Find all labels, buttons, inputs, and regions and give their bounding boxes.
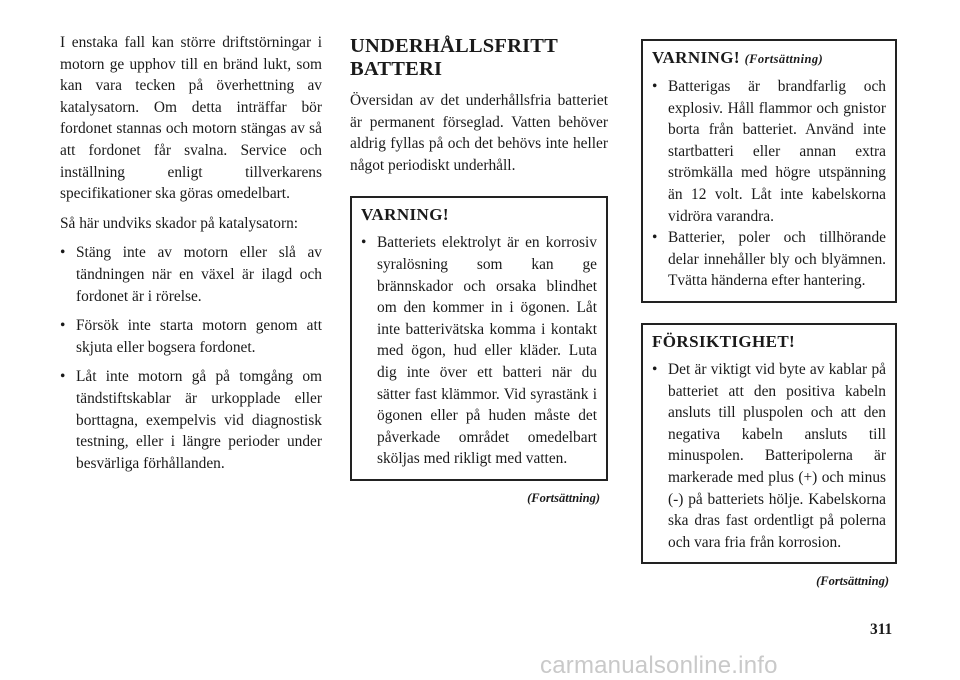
bullet-icon: • — [652, 78, 658, 95]
warning-box — [350, 196, 608, 481]
list-item: • Stäng inte av motorn eller slå av tändningen när en växel är ilagd och fordonet är i rörelse. — [60, 244, 322, 305]
section-heading: UNDERHÅLLSFRITT BATTERI — [350, 35, 559, 80]
continued-note: (Fortsättning) — [816, 574, 889, 589]
bullet-icon: • — [60, 317, 66, 335]
page-number: 311 — [870, 621, 893, 638]
bullet-icon: • — [60, 368, 66, 386]
bullet-icon: • — [652, 229, 658, 247]
list-item: • Batterigas är brandfarlig och explosiv. Håll flammor och gnistor borta från batteriet. Använd inte startbatteri eller annan extra strömkälla med högre utspänning än 12 volt. Låt inte kabelskorna vidröra varandra. — [652, 78, 886, 225]
list-item: • Batteriets elektrolyt är en korrosiv syralösning som kan ge brännskador och orsaka blindhet om den kommer in i ögonen. Låt inte batterivätska komma i kontakt med ögon, hud eller kläder. Luta dig inte över ett batteri när du sätter fast klämmor. Vid syrastänk i ögonen eller på huden måste det påverkade området omedelbart sköljas med rikligt med vatten. — [361, 234, 597, 468]
warning-continued-box — [641, 39, 897, 303]
continued-label: (Fortsättning) — [744, 52, 824, 66]
column-middle — [350, 32, 608, 510]
warning-title: VARNING! — [361, 205, 449, 225]
bullet-icon: • — [60, 244, 66, 262]
catalyst-lead-paragraph: Så här undviks skador på katalysatorn: — [60, 214, 299, 232]
list-item: • Det är viktigt vid byte av kablar på batteriet att den positiva kabeln ansluts till pluspolen och att den negativa kabeln ansluts till minuspolen. Batteripolerna är markerade med plus (+) och minus (-) på batteriets hölje. Kabelskorna ska dras fast ordentligt på polerna och vara fria från korrosion. — [652, 360, 886, 551]
caution-title: FÖRSIKTIGHET! — [652, 331, 796, 351]
column-right — [641, 32, 897, 593]
list-item: • Försök inte starta motorn genom att skjuta eller bogsera fordonet. — [60, 317, 322, 356]
bullet-icon: • — [361, 234, 367, 252]
intro-paragraph: I enstaka fall kan större driftstörningar i motorn ge upphov till en bränd lukt, som kan vara tecken på överhettning av katalysatorn. Om detta inträffar bör fordonet stannas och motorn stängas av så att fordonet får svalna. Service och inställning enligt tillverkarens specifikationer ska göras omedelbart. — [60, 34, 322, 203]
caution-box — [641, 323, 897, 564]
column-left — [60, 32, 322, 482]
warning-title: VARNING! (Fortsättning) — [652, 48, 824, 67]
catalyst-bullet-list — [60, 242, 322, 474]
list-item: • Batterier, poler och tillhörande delar innehåller bly och blyämnen. Tvätta händerna efter hantering. — [652, 229, 886, 290]
list-item: • Låt inte motorn gå på tomgång om tändstiftskablar är urkopplade eller borttagna, exempelvis vid diagnostisk testning, eller i längre perioder under besvärliga förhållanden. — [60, 368, 322, 472]
bullet-icon: • — [652, 360, 658, 378]
battery-paragraph: Översidan av det underhållsfria batteriet är permanent förseglad. Vatten behöver aldrig fyllas på och det behövs inte heller något periodiskt underhåll. — [350, 92, 608, 174]
continued-note: (Fortsättning) — [527, 490, 600, 505]
watermark: carmanualsonline.info — [540, 652, 778, 679]
